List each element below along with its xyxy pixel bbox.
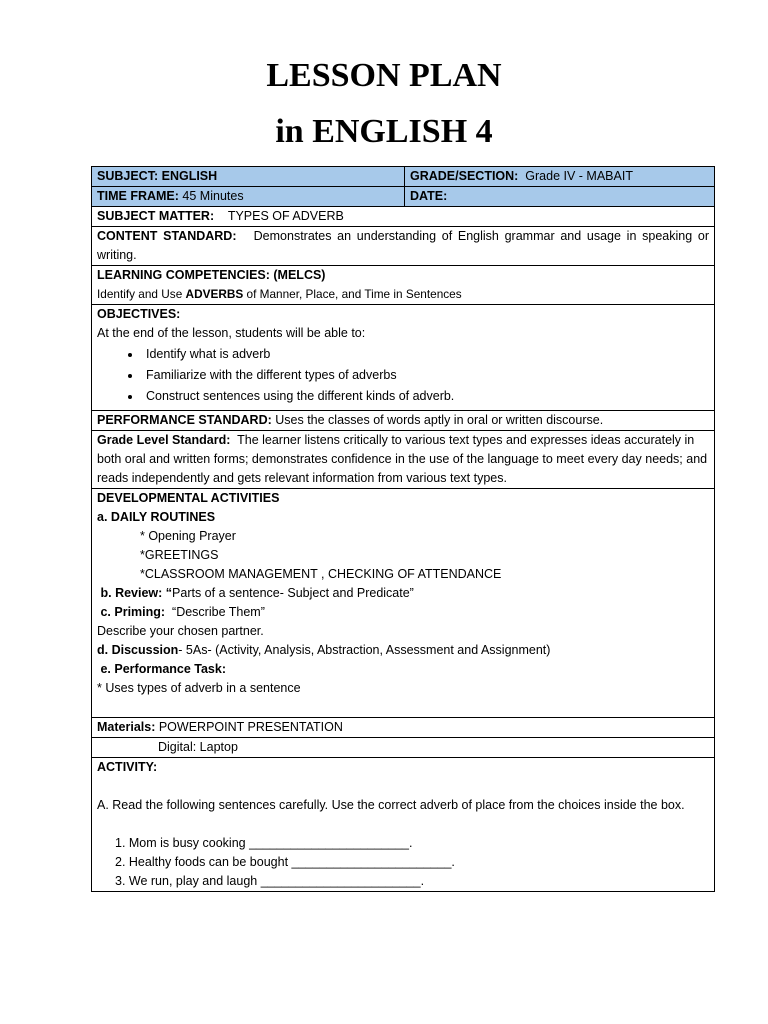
grade-level-standard-value: The learner listens critically to various text types and expresses ideas accurately in both oral and written forms; demonstrates confidence in the use of the language to meet every day needs; and reads independently and gets relevant information from various text types. [97,433,708,485]
objectives-label: OBJECTIVES: [97,307,181,321]
priming-line [97,603,709,622]
activity-instruction: A. Read the following sentences carefully. Use the correct adverb of place from the choices inside the box. [97,798,685,812]
date-cell [405,187,715,207]
objectives-row [92,305,715,411]
activity-item: 1. Mom is busy cooking _______________________. [115,836,413,850]
activity-cell [92,758,715,892]
subject-cell [92,167,405,187]
date-label: DATE: [410,189,448,203]
spacer [97,815,709,834]
activity-item: 3. We run, play and laugh _______________________. [115,874,425,888]
review-label: b. Review: “ [100,586,173,600]
subject-matter-row [92,207,715,227]
objective-item: • Familiarize with the different types of adverbs [142,365,709,386]
document-title-line2: in ENGLISH 4 [275,113,493,150]
grade-value: Grade IV - MABAIT [525,169,633,183]
subject-value: ENGLISH [161,169,218,183]
grade-level-standard-row [92,431,715,489]
spacer [97,698,709,717]
activity-item: 2. Healthy foods can be bought _______________________. [115,855,455,869]
subject-matter-cell [92,207,715,227]
activity-row [92,758,715,892]
digital-value: Digital: Laptop [158,740,238,754]
grade-label: GRADE/SECTION: [410,169,519,183]
discussion-line [97,641,709,660]
content-standard-label: CONTENT STANDARD: [97,229,237,243]
materials-cell [92,718,715,738]
materials-label: Materials: [97,720,156,734]
grade-level-standard-label: Grade Level Standard: [97,433,231,447]
routine-item: *CLASSROOM MANAGEMENT , CHECKING OF ATTENDANCE [140,567,502,581]
routine-item: *GREETINGS [140,548,219,562]
competencies-pre: Identify and Use [97,287,183,301]
daily-routines-label: a. DAILY ROUTINES [97,510,216,524]
developmental-activities-row [92,489,715,718]
time-frame-label: TIME FRAME: [97,189,179,203]
performance-task-label: e. Performance Task: [100,662,227,676]
performance-standard-label: PERFORMANCE STANDARD: [97,413,272,427]
lesson-plan-table [91,166,715,892]
performance-standard-cell [92,411,715,431]
spacer [97,777,709,796]
activity-label: ACTIVITY: [97,760,158,774]
grade-level-standard-cell [92,431,715,489]
priming-description: Describe your chosen partner. [97,624,264,638]
developmental-label: DEVELOPMENTAL ACTIVITIES [97,491,280,505]
competencies-label: LEARNING COMPETENCIES: (MELCS) [97,268,326,282]
routine-item: * Opening Prayer [140,529,236,543]
time-frame-cell [92,187,405,207]
objective-item: • Identify what is adverb [142,344,709,365]
content-standard-cell [92,227,715,266]
objectives-cell [92,305,715,411]
performance-task-value: * Uses types of adverb in a sentence [97,681,301,695]
materials-value: POWERPOINT PRESENTATION [158,720,343,734]
objective-item: • Construct sentences using the different kinds of adverb. [142,386,709,407]
competencies-cell [92,266,715,305]
digital-cell [92,738,715,758]
header-row-subject [92,167,715,187]
performance-standard-value: Uses the classes of words aptly in oral or written discourse. [275,413,604,427]
priming-value: “Describe Them” [172,605,265,619]
priming-label: c. Priming: [100,605,166,619]
content-standard-value: Demonstrates an understanding of English grammar and usage in speaking or writing. [97,229,709,262]
competencies-row [92,266,715,305]
review-line [97,584,709,603]
header-row-time [92,187,715,207]
subject-matter-label: SUBJECT MATTER: [97,209,215,223]
time-frame-value: 45 Minutes [182,189,244,203]
subject-label: SUBJECT: [97,169,159,183]
content-standard-row [92,227,715,266]
competencies-text [97,285,709,304]
performance-standard-row [92,411,715,431]
developmental-activities-cell [92,489,715,718]
subject-matter-value: TYPES OF ADVERB [227,209,344,223]
objectives-intro: At the end of the lesson, students will be able to: [97,326,366,340]
competencies-bold: ADVERBS [185,287,244,301]
competencies-post: of Manner, Place, and Time in Sentences [246,287,462,301]
discussion-value: - 5As- (Activity, Analysis, Abstraction, Assessment and Assignment) [178,643,551,657]
objectives-list [97,344,709,407]
discussion-label: d. Discussion [97,643,179,657]
digital-row [92,738,715,758]
materials-row [92,718,715,738]
document-title-line1: LESSON PLAN [266,57,502,94]
review-value: Parts of a sentence- Subject and Predicate” [172,586,414,600]
task-line [97,660,709,679]
grade-cell [405,167,715,187]
